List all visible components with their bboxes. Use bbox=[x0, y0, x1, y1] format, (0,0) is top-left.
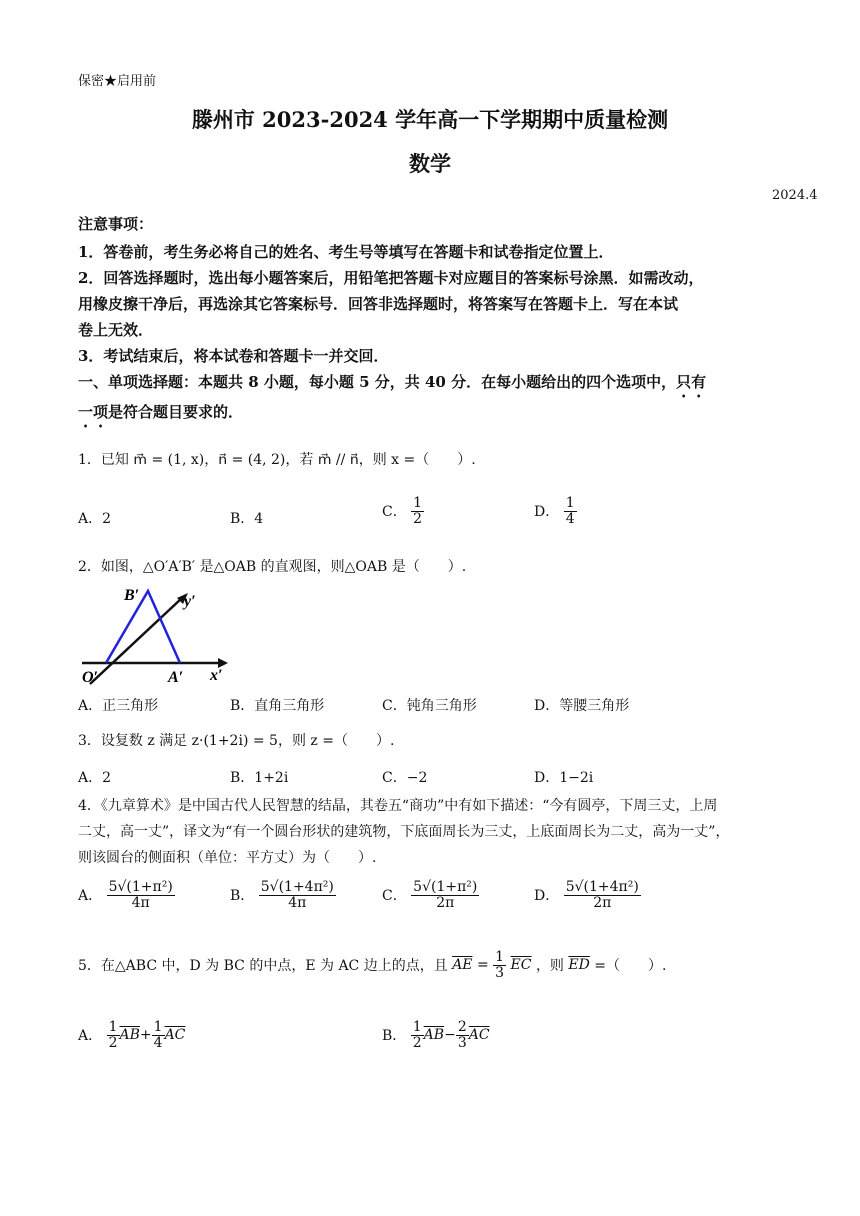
q4-option-a bbox=[78, 880, 175, 910]
q3-option-c: C．−2 bbox=[382, 770, 428, 786]
exam-date: 2024.4 bbox=[772, 188, 818, 203]
q5-b-frac-1 bbox=[411, 1020, 424, 1050]
notice-item-1: 1．答卷前，考生务必将自己的姓名、考生号等填写在答题卡和试卷指定位置上． bbox=[78, 243, 614, 261]
q4-c-denominator: 2π bbox=[436, 894, 455, 911]
q5-b-num-2: 2 bbox=[457, 1019, 467, 1035]
q4-b-fraction bbox=[259, 880, 336, 910]
q5-a-frac-2 bbox=[152, 1020, 165, 1050]
q5-b-vector-ac: $\overline{AC}$ bbox=[468, 1027, 490, 1044]
q2-option-a: A．正三角形 bbox=[78, 698, 159, 714]
q1-option-a: A．2 bbox=[78, 511, 112, 527]
q4-a-fraction bbox=[107, 880, 175, 910]
q4-line-3: 则该圆台的侧面积（单位：平方丈）为（ ）. bbox=[78, 850, 377, 866]
q4-option-b bbox=[230, 880, 336, 910]
q4-d-numerator: 5√(1+4π²) bbox=[565, 879, 639, 895]
q4-b-numerator: 5√(1+4π²) bbox=[260, 879, 334, 895]
q1-option-b: B．4 bbox=[230, 511, 264, 527]
subject-title: 数学 bbox=[409, 151, 451, 176]
q5-option-b-label: B． bbox=[382, 1028, 407, 1045]
q4-a-denominator: 4π bbox=[131, 894, 150, 911]
q4-a-numerator: 5√(1+π²) bbox=[108, 879, 173, 895]
q5-a-frac-1 bbox=[107, 1020, 120, 1050]
q4-option-b-label: B． bbox=[230, 888, 255, 905]
q5-b-vector-ab: $\overline{AB}$ bbox=[423, 1027, 445, 1044]
q5-a-num-2: 1 bbox=[153, 1019, 163, 1035]
q4-option-c-label: C． bbox=[382, 888, 407, 905]
q3-option-d: D．1−2i bbox=[534, 770, 594, 786]
q4-option-d bbox=[534, 880, 641, 910]
q1-c-denominator: 2 bbox=[413, 510, 423, 527]
q5-a-vector-ac: $\overline{AC}$ bbox=[164, 1027, 186, 1044]
confidential-mark: 保密★启用前 bbox=[78, 74, 157, 89]
q1-option-c-label: C． bbox=[382, 504, 407, 521]
label-a: A′ bbox=[168, 669, 184, 686]
q5-vector-ec: $\overline{EC}$ bbox=[510, 957, 532, 974]
q5-vector-ae: $\overline{AE}$ bbox=[452, 957, 473, 974]
q2-oblique-diagram bbox=[78, 582, 238, 688]
q2-option-d: D．等腰三角形 bbox=[534, 698, 630, 714]
q2-option-c: C．钝角三角形 bbox=[382, 698, 477, 714]
notice-heading: 注意事项： bbox=[78, 215, 154, 233]
q5-stem-part-3: =（ ）. bbox=[594, 958, 667, 975]
q5-a-den-1: 2 bbox=[108, 1034, 118, 1051]
q3-stem: 3．设复数 z 满足 z·(1+2i) = 5，则 z =（ ）. bbox=[78, 733, 395, 749]
q5-a-num-1: 1 bbox=[108, 1019, 118, 1035]
section-heading-emphasis: 只有 bbox=[676, 373, 707, 391]
q2-option-b: B．直角三角形 bbox=[230, 698, 325, 714]
q5-a-vector-ab: $\overline{AB}$ bbox=[119, 1027, 140, 1044]
q4-c-numerator: 5√(1+π²) bbox=[413, 879, 478, 895]
q5-stem bbox=[78, 950, 666, 980]
q1-d-denominator: 4 bbox=[565, 510, 575, 527]
q5-b-minus: − bbox=[444, 1027, 456, 1044]
q3-option-a: A．2 bbox=[78, 770, 112, 786]
q1-d-numerator: 1 bbox=[565, 495, 575, 511]
q5-vector-ed: $\overline{ED}$ bbox=[568, 957, 590, 974]
q1-option-c-fraction bbox=[411, 496, 424, 526]
exam-title: 滕州市 2023-2024 学年高一下学期期中质量检测 bbox=[191, 107, 669, 132]
q5-b-frac-2 bbox=[456, 1020, 469, 1050]
q5-stem-part-2: ，则 bbox=[535, 958, 564, 975]
q5-b-den-1: 2 bbox=[412, 1034, 422, 1051]
q4-c-fraction bbox=[411, 880, 479, 910]
q5-frac-one-third bbox=[493, 950, 506, 980]
q4-option-c bbox=[382, 880, 479, 910]
q4-line-2: 二丈，高一丈”，译文为“有一个圆台形状的建筑物，下底面周长为三丈，上底面周长为二丈，高为一丈”， bbox=[78, 824, 730, 840]
q5-option-a bbox=[78, 1020, 185, 1050]
q4-option-d-label: D． bbox=[534, 888, 560, 905]
q1-option-d bbox=[534, 496, 577, 526]
q4-d-fraction bbox=[564, 880, 641, 910]
q4-line-1: 4．《九章算术》是中国古代人民智慧的结晶，其卷五“商功”中有如下描述：“今有圆亭，下周三丈，上周 bbox=[78, 798, 718, 814]
q1-option-d-label: D． bbox=[534, 504, 560, 521]
notice-item-2-cont: 用橡皮擦干净后，再选涂其它答案标号．回答非选择题时，将答案写在答题卡上．写在本试 bbox=[78, 295, 679, 313]
notice-item-2-end: 卷上无效． bbox=[78, 321, 154, 339]
section-heading bbox=[78, 368, 706, 401]
label-x: x′ bbox=[210, 667, 223, 684]
q1-option-d-fraction bbox=[564, 496, 577, 526]
q5-b-den-2: 3 bbox=[457, 1034, 467, 1051]
q5-frac-num: 1 bbox=[495, 949, 505, 965]
q4-option-a-label: A． bbox=[78, 888, 103, 905]
q4-d-denominator: 2π bbox=[593, 894, 612, 911]
label-b: B′ bbox=[124, 587, 140, 604]
notice-item-2: 2．回答选择题时，选出每小题答案后，用铅笔把答题卡对应题目的答案标号涂黑．如需改动， bbox=[78, 269, 704, 287]
triangle-sides bbox=[106, 591, 180, 663]
q1-stem: 1．已知 m⃗ = (1, x)，n⃗ = (4, 2)，若 m⃗ // n⃗，则 x =（ ）. bbox=[78, 452, 476, 468]
section-heading-emphasis-2: 一项 bbox=[78, 403, 109, 421]
q2-stem: 2．如图，△O′A′B′ 是△OAB 的直观图，则△OAB 是（ ）. bbox=[78, 559, 467, 575]
q4-b-denominator: 4π bbox=[288, 894, 307, 911]
q5-a-den-2: 4 bbox=[153, 1034, 163, 1051]
section-heading-line2 bbox=[78, 398, 243, 431]
q5-option-a-label: A． bbox=[78, 1028, 103, 1045]
q5-frac-den: 3 bbox=[495, 964, 505, 981]
q1-option-c bbox=[382, 496, 424, 526]
section-heading-rest: 是符合题目要求的． bbox=[108, 403, 244, 421]
section-heading-main: 一、单项选择题：本题共 8 小题，每小题 5 分，共 40 分．在每小题给出的四个选项中， bbox=[78, 373, 677, 391]
notice-item-3: 3．考试结束后，将本试卷和答题卡一并交回． bbox=[78, 347, 389, 365]
q5-b-num-1: 1 bbox=[412, 1019, 422, 1035]
q5-option-b bbox=[382, 1020, 490, 1050]
q3-option-b: B．1+2i bbox=[230, 770, 289, 786]
q1-c-numerator: 1 bbox=[413, 495, 423, 511]
label-y: y′ bbox=[184, 593, 196, 610]
label-o: O′ bbox=[82, 669, 99, 686]
q5-equals: = bbox=[476, 957, 489, 974]
q5-a-plus: + bbox=[139, 1027, 152, 1044]
q5-stem-part-1: 5．在△ABC 中，D 为 BC 的中点，E 为 AC 边上的点，且 bbox=[78, 958, 448, 975]
